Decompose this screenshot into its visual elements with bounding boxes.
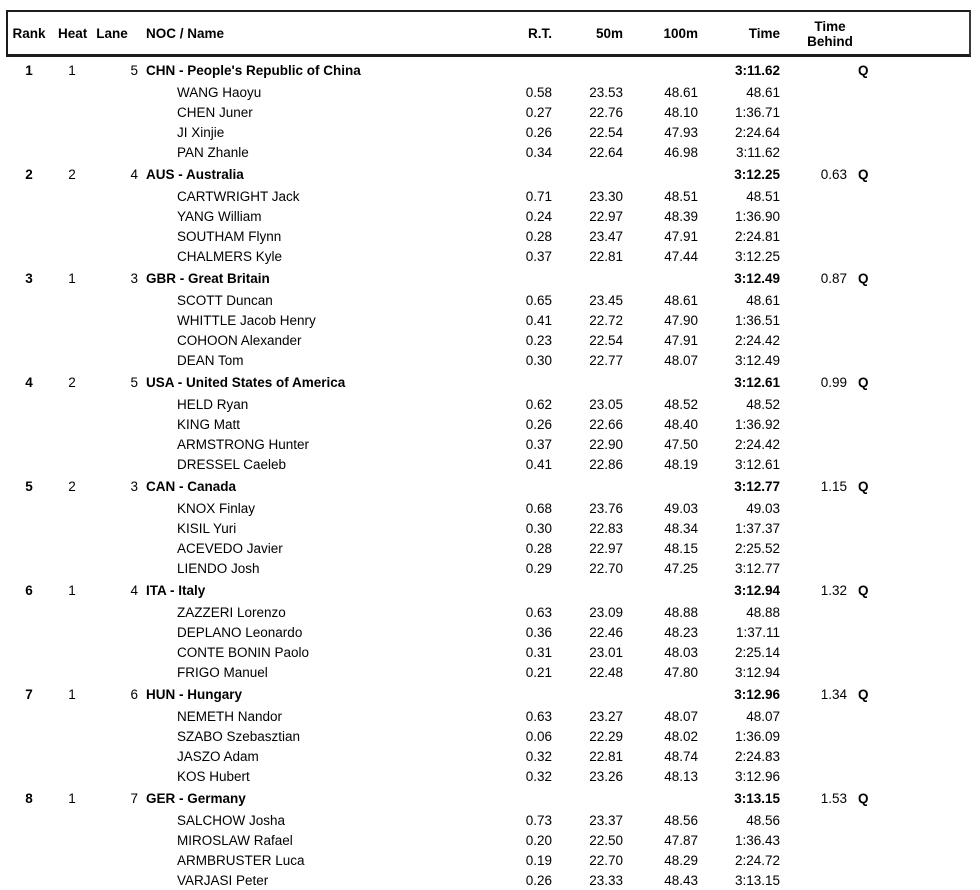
- swimmer-cumulative: 1:36.43: [734, 832, 780, 848]
- swimmer-name: CHALMERS Kyle: [177, 248, 283, 264]
- rank-value: 7: [25, 686, 33, 702]
- swimmer-100m: 47.93: [664, 124, 698, 140]
- swimmer-row: [0, 142, 980, 162]
- heat-value: 1: [68, 62, 76, 78]
- lane-value: 4: [130, 166, 138, 182]
- swimmer-rt: 0.36: [525, 624, 552, 640]
- swimmer-rt: 0.65: [525, 292, 552, 308]
- swimmer-rt: 0.41: [525, 312, 552, 328]
- swimmer-rt: 0.28: [525, 540, 552, 556]
- swimmer-rt: 0.30: [525, 520, 552, 536]
- swimmer-cumulative: 3:11.62: [735, 144, 780, 160]
- swimmer-cumulative: 48.07: [746, 708, 780, 724]
- swimmer-name: KNOX Finlay: [177, 500, 256, 516]
- swimmer-rt: 0.19: [525, 852, 552, 868]
- lane-value: 4: [130, 582, 138, 598]
- swimmer-rt: 0.26: [525, 416, 552, 432]
- rank-value: 4: [25, 374, 33, 390]
- lane-value: 7: [130, 790, 138, 806]
- swimmer-row: [0, 246, 980, 266]
- swimmer-rows: [0, 186, 980, 266]
- swimmer-rt: 0.41: [525, 456, 552, 472]
- team-block: [0, 474, 980, 578]
- swimmer-cumulative: 1:36.90: [734, 208, 780, 224]
- swimmer-rt: 0.68: [525, 500, 552, 516]
- noc-name: ITA - Italy: [146, 582, 206, 598]
- heat-value: 1: [68, 582, 76, 598]
- swimmer-cumulative: 48.61: [746, 292, 780, 308]
- swimmer-rows: [0, 498, 980, 578]
- swimmer-100m: 48.40: [664, 416, 698, 432]
- lane-value: 6: [130, 686, 138, 702]
- swimmer-name: YANG William: [177, 208, 262, 224]
- header-time-behind: [780, 19, 880, 49]
- team-row: [0, 786, 980, 810]
- team-time: 3:13.15: [734, 790, 780, 806]
- swimmer-50m: 23.09: [589, 604, 623, 620]
- swimmer-rt: 0.37: [525, 248, 552, 264]
- swimmer-rt: 0.06: [525, 728, 552, 744]
- noc-name: GER - Germany: [146, 790, 246, 806]
- swimmer-row: [0, 102, 980, 122]
- swimmer-name: MIROSLAW Rafael: [177, 832, 293, 848]
- swimmer-50m: 22.50: [589, 832, 623, 848]
- swimmer-cumulative: 2:24.42: [734, 436, 780, 452]
- swimmer-row: [0, 330, 980, 350]
- rank-value: 2: [25, 166, 33, 182]
- swimmer-50m: 22.64: [589, 144, 623, 160]
- lane-value: 5: [130, 62, 138, 78]
- team-row: [0, 578, 980, 602]
- swimmer-50m: 22.97: [589, 208, 623, 224]
- swimmer-cumulative: 2:25.52: [734, 540, 780, 556]
- swimmer-row: [0, 82, 980, 102]
- swimmer-row: [0, 602, 980, 622]
- swimmer-cumulative: 2:24.83: [734, 748, 780, 764]
- swimmer-50m: 23.76: [589, 500, 623, 516]
- swimmer-50m: 22.48: [589, 664, 623, 680]
- swimmer-name: WHITTLE Jacob Henry: [177, 312, 316, 328]
- noc-name: CHN - People's Republic of China: [146, 62, 361, 78]
- swimmer-100m: 48.23: [664, 624, 698, 640]
- time-behind: 1.15: [820, 478, 847, 494]
- swimmer-50m: 22.83: [589, 520, 623, 536]
- swimmer-cumulative: 3:12.94: [734, 664, 780, 680]
- team-row: [0, 266, 980, 290]
- qualified-flag: Q: [858, 790, 869, 806]
- header-50m: 50m: [595, 26, 623, 41]
- swimmer-rt: 0.28: [525, 228, 552, 244]
- swimmer-name: CONTE BONIN Paolo: [177, 644, 310, 660]
- header-noc-name: NOC / Name: [146, 26, 225, 41]
- swimmer-name: ARMBRUSTER Luca: [177, 852, 305, 868]
- header-heat: Heat: [58, 26, 88, 41]
- swimmer-rt: 0.34: [525, 144, 552, 160]
- swimmer-50m: 22.97: [589, 540, 623, 556]
- swimmer-row: [0, 310, 980, 330]
- swimmer-50m: 23.05: [589, 396, 623, 412]
- rank-value: 3: [25, 270, 33, 286]
- swimmer-row: [0, 206, 980, 226]
- swimmer-name: FRIGO Manuel: [177, 664, 268, 680]
- swimmer-name: NEMETH Nandor: [177, 708, 283, 724]
- header-rank: Rank: [12, 26, 46, 41]
- swimmer-50m: 23.37: [589, 812, 623, 828]
- swimmer-rt: 0.32: [525, 748, 552, 764]
- team-row: [0, 162, 980, 186]
- swimmer-cumulative: 2:24.72: [734, 852, 780, 868]
- swimmer-name: PAN Zhanle: [177, 144, 249, 160]
- swimmer-rows: [0, 82, 980, 162]
- swimmer-rt: 0.31: [525, 644, 552, 660]
- swimmer-100m: 47.80: [664, 664, 698, 680]
- swimmer-rows: [0, 706, 980, 786]
- qualified-flag: Q: [858, 582, 869, 598]
- swimmer-cumulative: 3:12.25: [734, 248, 780, 264]
- swimmer-cumulative: 3:12.96: [734, 768, 780, 784]
- swimmer-cumulative: 3:13.15: [734, 872, 780, 888]
- swimmer-cumulative: 2:24.64: [734, 124, 780, 140]
- swimmer-name: ZAZZERI Lorenzo: [177, 604, 286, 620]
- swimmer-100m: 48.88: [664, 604, 698, 620]
- team-time: 3:11.62: [734, 62, 780, 78]
- swimmer-row: [0, 746, 980, 766]
- swimmer-50m: 22.70: [589, 560, 623, 576]
- swimmer-100m: 48.07: [664, 352, 698, 368]
- swimmer-100m: 46.98: [664, 144, 698, 160]
- swimmer-100m: 48.29: [664, 852, 698, 868]
- swimmer-name: DRESSEL Caeleb: [177, 456, 287, 472]
- swimmer-name: SCOTT Duncan: [177, 292, 273, 308]
- swimmer-100m: 47.90: [664, 312, 698, 328]
- team-block: [0, 370, 980, 474]
- swimmer-cumulative: 48.88: [746, 604, 780, 620]
- header-time-behind-line2: Behind: [807, 33, 853, 49]
- team-block: [0, 578, 980, 682]
- swimmer-50m: 22.54: [589, 332, 623, 348]
- swimmer-name: JI Xinjie: [177, 124, 225, 140]
- qualified-flag: Q: [858, 270, 869, 286]
- swimmer-name: WANG Haoyu: [177, 84, 262, 100]
- swimmer-100m: 47.91: [664, 228, 698, 244]
- noc-name: USA - United States of America: [146, 374, 346, 390]
- swimmer-100m: 48.61: [664, 84, 698, 100]
- swimmer-row: [0, 662, 980, 682]
- header-100m: 100m: [663, 26, 698, 41]
- swimmer-rt: 0.63: [525, 708, 552, 724]
- swimmer-100m: 47.87: [664, 832, 698, 848]
- swimmer-cumulative: 48.61: [746, 84, 780, 100]
- header-lane: Lane: [96, 26, 128, 41]
- lane-value: 5: [130, 374, 138, 390]
- time-behind: 0.87: [820, 270, 847, 286]
- swimmer-100m: 48.02: [664, 728, 698, 744]
- qualified-flag: Q: [858, 478, 869, 494]
- lane-value: 3: [130, 478, 138, 494]
- team-block: [0, 58, 980, 162]
- swimmer-name: KING Matt: [177, 416, 241, 432]
- swimmer-100m: 48.13: [664, 768, 698, 784]
- swimmer-rows: [0, 602, 980, 682]
- swimmer-100m: 48.43: [664, 872, 698, 888]
- swimmer-name: VARJASI Peter: [177, 872, 269, 888]
- team-time: 3:12.94: [734, 582, 780, 598]
- swimmer-50m: 23.47: [589, 228, 623, 244]
- swimmer-rt: 0.27: [525, 104, 552, 120]
- team-time: 3:12.25: [734, 166, 780, 182]
- teams-container: [0, 58, 980, 890]
- team-time: 3:12.49: [734, 270, 780, 286]
- team-time: 3:12.96: [734, 686, 780, 702]
- swimmer-row: [0, 186, 980, 206]
- swimmer-rt: 0.30: [525, 352, 552, 368]
- swimmer-rt: 0.71: [525, 188, 552, 204]
- swimmer-name: SZABO Szebasztian: [177, 728, 301, 744]
- qualified-flag: Q: [858, 686, 869, 702]
- swimmer-name: LIENDO Josh: [177, 560, 260, 576]
- swimmer-50m: 23.26: [589, 768, 623, 784]
- swimmer-name: CHEN Juner: [177, 104, 253, 120]
- swimmer-rt: 0.24: [525, 208, 552, 224]
- swimmer-50m: 23.27: [589, 708, 623, 724]
- swimmer-cumulative: 1:37.11: [735, 624, 780, 640]
- swimmer-rows: [0, 810, 980, 890]
- heat-value: 2: [68, 374, 76, 390]
- team-block: [0, 786, 980, 890]
- team-row: [0, 474, 980, 498]
- swimmer-row: [0, 122, 980, 142]
- swimmer-name: HELD Ryan: [177, 396, 249, 412]
- rank-value: 8: [25, 790, 33, 806]
- swimmer-name: KISIL Yuri: [177, 520, 237, 536]
- swimmer-rows: [0, 290, 980, 370]
- swimmer-row: [0, 706, 980, 726]
- time-behind: 1.32: [820, 582, 847, 598]
- swimmer-name: DEAN Tom: [177, 352, 244, 368]
- time-behind: 1.34: [820, 686, 847, 702]
- swimmer-row: [0, 518, 980, 538]
- team-block: [0, 682, 980, 786]
- swimmer-rt: 0.23: [525, 332, 552, 348]
- team-time: 3:12.77: [734, 478, 780, 494]
- swimmer-name: COHOON Alexander: [177, 332, 302, 348]
- swimmer-cumulative: 1:36.51: [734, 312, 780, 328]
- swimmer-cumulative: 2:24.81: [734, 228, 780, 244]
- swimmer-row: [0, 850, 980, 870]
- swimmer-cumulative: 1:36.71: [734, 104, 780, 120]
- swimmer-100m: 47.25: [664, 560, 698, 576]
- swimmer-50m: 22.86: [589, 456, 623, 472]
- swimmer-50m: 22.29: [589, 728, 623, 744]
- swimmer-name: ACEVEDO Javier: [177, 540, 283, 556]
- header-rt: R.T.: [527, 26, 552, 41]
- team-block: [0, 162, 980, 266]
- swimmer-row: [0, 642, 980, 662]
- heat-value: 2: [68, 478, 76, 494]
- swimmer-name: DEPLANO Leonardo: [177, 624, 303, 640]
- swimmer-50m: 23.53: [589, 84, 623, 100]
- noc-name: GBR - Great Britain: [146, 270, 270, 286]
- swimmer-cumulative: 48.56: [746, 812, 780, 828]
- swimmer-rt: 0.73: [525, 812, 552, 828]
- qualified-flag: Q: [858, 166, 869, 182]
- swimmer-name: JASZO Adam: [177, 748, 259, 764]
- swimmer-row: [0, 766, 980, 786]
- swimmer-cumulative: 3:12.49: [734, 352, 780, 368]
- swimmer-rt: 0.63: [525, 604, 552, 620]
- swimmer-100m: 48.51: [664, 188, 698, 204]
- swimmer-row: [0, 622, 980, 642]
- swimmer-50m: 22.81: [589, 748, 623, 764]
- rank-value: 5: [25, 478, 33, 494]
- swimmer-100m: 48.34: [664, 520, 698, 536]
- swimmer-cumulative: 1:37.37: [734, 520, 780, 536]
- swimmer-name: CARTWRIGHT Jack: [177, 188, 300, 204]
- time-behind: 0.63: [820, 166, 847, 182]
- swimmer-100m: 48.39: [664, 208, 698, 224]
- swimmer-100m: 47.50: [664, 436, 698, 452]
- swimmer-100m: 47.44: [664, 248, 698, 264]
- swimmer-100m: 47.91: [664, 332, 698, 348]
- time-behind: 1.53: [820, 790, 847, 806]
- team-row: [0, 58, 980, 82]
- header-time: Time: [748, 26, 780, 41]
- header-row: [0, 10, 980, 57]
- swimmer-cumulative: 1:36.09: [734, 728, 780, 744]
- qualified-flag: Q: [858, 62, 869, 78]
- swimmer-rows: [0, 394, 980, 474]
- swimmer-50m: 23.30: [589, 188, 623, 204]
- swimmer-cumulative: 3:12.61: [734, 456, 780, 472]
- swimmer-row: [0, 538, 980, 558]
- swimmer-rt: 0.29: [525, 560, 552, 576]
- swimmer-50m: 22.54: [589, 124, 623, 140]
- rank-value: 6: [25, 582, 33, 598]
- lane-value: 3: [130, 270, 138, 286]
- team-time: 3:12.61: [734, 374, 780, 390]
- swimmer-row: [0, 226, 980, 246]
- team-row: [0, 682, 980, 706]
- noc-name: HUN - Hungary: [146, 686, 243, 702]
- swimmer-cumulative: 2:25.14: [734, 644, 780, 660]
- swimmer-row: [0, 350, 980, 370]
- swimmer-name: KOS Hubert: [177, 768, 250, 784]
- swimmer-rt: 0.32: [525, 768, 552, 784]
- swimmer-50m: 23.45: [589, 292, 623, 308]
- swimmer-100m: 48.19: [664, 456, 698, 472]
- swimmer-rt: 0.20: [525, 832, 552, 848]
- swimmer-50m: 22.66: [589, 416, 623, 432]
- swimmer-row: [0, 434, 980, 454]
- swimmer-name: SOUTHAM Flynn: [177, 228, 282, 244]
- swimmer-50m: 23.33: [589, 872, 623, 888]
- swimmer-100m: 48.52: [664, 396, 698, 412]
- swimmer-100m: 48.07: [664, 708, 698, 724]
- swimmer-row: [0, 558, 980, 578]
- team-row: [0, 370, 980, 394]
- heat-value: 2: [68, 166, 76, 182]
- swimmer-row: [0, 290, 980, 310]
- swimmer-100m: 48.03: [664, 644, 698, 660]
- swimmer-50m: 22.81: [589, 248, 623, 264]
- swimmer-row: [0, 498, 980, 518]
- swimmer-50m: 22.46: [589, 624, 623, 640]
- swimmer-rt: 0.37: [525, 436, 552, 452]
- swimmer-100m: 48.56: [664, 812, 698, 828]
- noc-name: AUS - Australia: [146, 166, 244, 182]
- swimmer-row: [0, 810, 980, 830]
- swimmer-name: SALCHOW Josha: [177, 812, 286, 828]
- swimmer-row: [0, 870, 980, 890]
- swimmer-100m: 48.74: [664, 748, 698, 764]
- swimmer-50m: 22.72: [589, 312, 623, 328]
- swimmer-row: [0, 394, 980, 414]
- swimmer-row: [0, 726, 980, 746]
- heat-value: 1: [68, 270, 76, 286]
- swimmer-50m: 22.70: [589, 852, 623, 868]
- swimmer-row: [0, 830, 980, 850]
- swimmer-rt: 0.26: [525, 124, 552, 140]
- team-block: [0, 266, 980, 370]
- swimmer-50m: 22.77: [589, 352, 623, 368]
- heat-value: 1: [68, 790, 76, 806]
- swimmer-50m: 23.01: [589, 644, 623, 660]
- noc-name: CAN - Canada: [146, 478, 237, 494]
- swimmer-rt: 0.58: [525, 84, 552, 100]
- swimmer-cumulative: 48.51: [746, 188, 780, 204]
- swimmer-cumulative: 49.03: [746, 500, 780, 516]
- swimmer-row: [0, 414, 980, 434]
- swimmer-rt: 0.62: [525, 396, 552, 412]
- swimmer-row: [0, 454, 980, 474]
- swimmer-name: ARMSTRONG Hunter: [177, 436, 310, 452]
- swimmer-50m: 22.90: [589, 436, 623, 452]
- swimmer-cumulative: 1:36.92: [734, 416, 780, 432]
- rank-value: 1: [25, 62, 33, 78]
- swimmer-50m: 22.76: [589, 104, 623, 120]
- swimmer-100m: 48.10: [664, 104, 698, 120]
- swimmer-rt: 0.21: [525, 664, 552, 680]
- swimmer-100m: 49.03: [664, 500, 698, 516]
- swimmer-cumulative: 2:24.42: [734, 332, 780, 348]
- swimmer-cumulative: 3:12.77: [734, 560, 780, 576]
- swimmer-rt: 0.26: [525, 872, 552, 888]
- swimmer-cumulative: 48.52: [746, 396, 780, 412]
- table-header: [0, 0, 980, 58]
- header-time-behind-line1: Time: [814, 18, 846, 34]
- time-behind: 0.99: [820, 374, 847, 390]
- swimmer-100m: 48.15: [664, 540, 698, 556]
- swimmer-100m: 48.61: [664, 292, 698, 308]
- heat-value: 1: [68, 686, 76, 702]
- qualified-flag: Q: [858, 374, 869, 390]
